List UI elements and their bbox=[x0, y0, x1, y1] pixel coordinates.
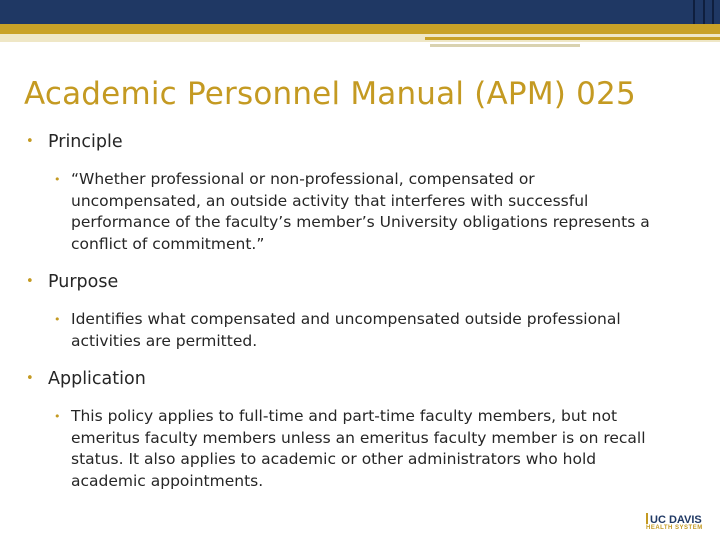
application-text: This policy applies to full-time and part-time faculty members, but not emeritus faculty members unless an emeritus faculty member is on recall status. It also applies to academic or other administrators who hold academic appointments. bbox=[71, 407, 646, 490]
bullet-icon: • bbox=[26, 371, 34, 386]
header-accent-segment bbox=[430, 44, 580, 47]
header-tick bbox=[712, 0, 714, 24]
header-band bbox=[0, 0, 720, 24]
bullet-icon: • bbox=[26, 134, 34, 149]
section-heading: Application bbox=[48, 369, 146, 389]
bullet-content bbox=[24, 132, 684, 492]
section-heading: Purpose bbox=[48, 272, 119, 292]
section-principle bbox=[24, 132, 684, 152]
logo-subtitle: HEALTH SYSTEM bbox=[646, 525, 703, 531]
purpose-text: Identifies what compensated and uncompensated outside professional activities are permitted. bbox=[71, 310, 621, 350]
slide-title: Academic Personnel Manual (APM) 025 bbox=[24, 76, 636, 112]
section-application bbox=[24, 369, 684, 389]
header-gold-band bbox=[0, 24, 720, 34]
header-tick bbox=[703, 0, 705, 24]
principle-text: “Whether professional or non-professional, compensated or uncompensated, an outside activity that interferes with successful performance of the faculty’s member’s University obligations represents a conflict of commitment.” bbox=[71, 170, 650, 253]
header-accent-line bbox=[425, 37, 720, 40]
logo-bar-icon bbox=[646, 513, 648, 524]
section-text bbox=[52, 169, 663, 255]
uc-davis-logo bbox=[646, 513, 712, 531]
bullet-icon: • bbox=[54, 313, 61, 326]
bullet-icon: • bbox=[54, 173, 61, 186]
section-purpose bbox=[24, 272, 684, 292]
bullet-icon: • bbox=[54, 410, 61, 423]
bullet-icon: • bbox=[26, 274, 34, 289]
section-text bbox=[52, 309, 663, 352]
section-heading: Principle bbox=[48, 132, 123, 152]
section-text bbox=[52, 406, 663, 492]
logo-name: UC DAVIS bbox=[650, 514, 702, 526]
header-tick bbox=[693, 0, 695, 24]
